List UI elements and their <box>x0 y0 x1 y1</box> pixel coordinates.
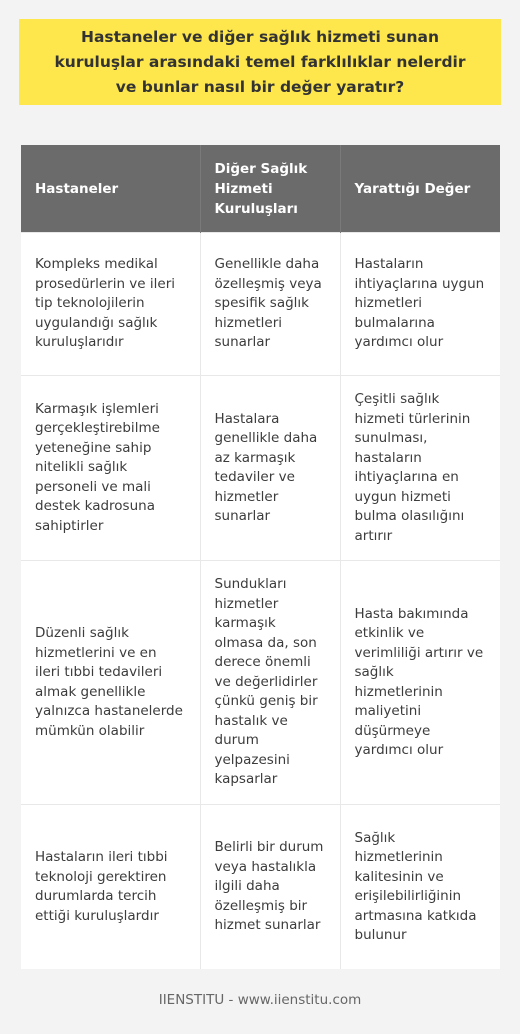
table-cell: Kompleks medikal prosedürlerin ve ileri tip teknolojilerin uygulandığı sağlık kuruluşlarıdır <box>21 233 200 376</box>
title-banner <box>19 19 501 105</box>
footer-credit: IIENSTITU - www.iienstitu.com <box>158 992 362 1008</box>
column-header-other-providers: Diğer Sağlık Hizmeti Kuruluşları <box>200 145 340 233</box>
table-cell: Hasta bakımında etkinlik ve verimliliği artırır ve sağlık hizmetlerinin maliyetini düşürmeye yardımcı olur <box>340 561 500 805</box>
table-cell: Hastaların ileri tıbbi teknoloji gerektiren durumlarda tercih ettiği kuruluşlardır <box>21 805 200 970</box>
table-cell: Sundukları hizmetler karmaşık olmasa da, son derece önemli ve değerlidirler çünkü geniş bir hastalık ve durum yelpazesini kapsarlar <box>200 561 340 805</box>
table-cell: Sağlık hizmetlerinin kalitesinin ve erişilebilirliğinin artmasına katkıda bulunur <box>340 805 500 970</box>
table-cell: Düzenli sağlık hizmetlerini ve en ileri tıbbi tedavileri almak genellikle yalnızca hastanelerde mümkün olabilir <box>21 561 200 805</box>
table-row <box>21 805 500 970</box>
column-header-hospitals: Hastaneler <box>21 145 200 233</box>
table-row <box>21 233 500 376</box>
table-cell: Genellikle daha özelleşmiş veya spesifik sağlık hizmetleri sunarlar <box>200 233 340 376</box>
table-cell: Belirli bir durum veya hastalıkla ilgili daha özelleşmiş bir hizmet sunarlar <box>200 805 340 970</box>
table-cell: Hastalara genellikle daha az karmaşık tedaviler ve hizmetler sunarlar <box>200 376 340 561</box>
page-title: Hastaneler ve diğer sağlık hizmeti sunan kuruluşlar arasındaki temel farklılıklar nelerdir ve bunlar nasıl bir değer yaratır? <box>54 27 466 96</box>
comparison-table <box>21 145 500 969</box>
table-row <box>21 561 500 805</box>
table-row <box>21 376 500 561</box>
table-cell: Hastaların ihtiyaçlarına uygun hizmetleri bulmalarına yardımcı olur <box>340 233 500 376</box>
table-header-row <box>21 145 500 233</box>
table-cell: Karmaşık işlemleri gerçekleştirebilme yeteneğine sahip nitelikli sağlık personeli ve mali destek kadrosuna sahiptirler <box>21 376 200 561</box>
table-cell: Çeşitli sağlık hizmeti türlerinin sunulması, hastaların ihtiyaçlarına en uygun hizmeti bulma olasılığını artırır <box>340 376 500 561</box>
column-header-value-created: Yarattığı Değer <box>340 145 500 233</box>
